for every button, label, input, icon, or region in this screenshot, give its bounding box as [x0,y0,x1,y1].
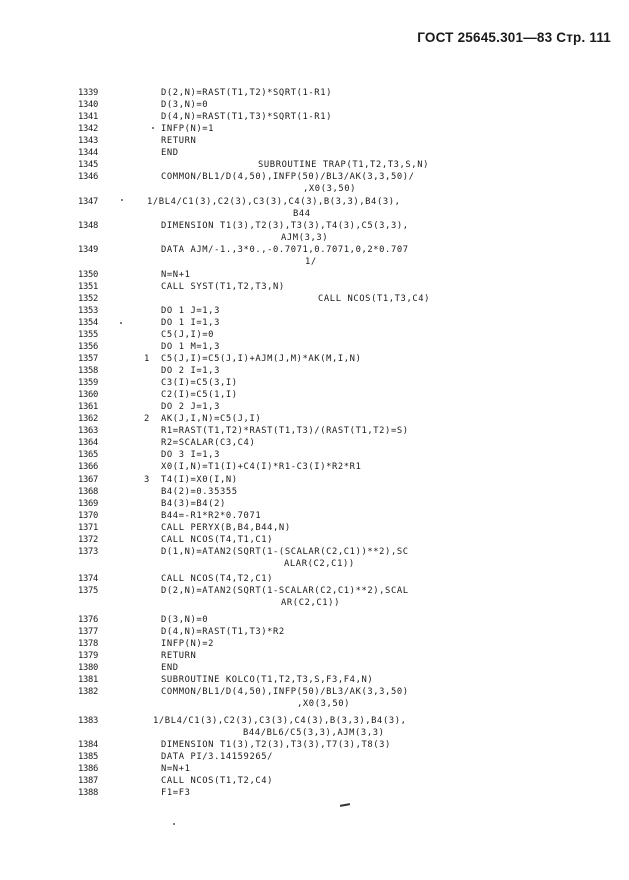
line-number: 1344 [78,148,98,158]
listing-row [0,257,629,270]
code-text: END [161,148,179,158]
code-text: DIMENSION T1(3),T2(3),T3(3),T7(3),T8(3) [161,740,391,750]
line-number: 1360 [78,390,98,400]
code-text: CALL SYST(T1,T2,T3,N) [161,282,285,292]
code-text: DO 3 I=1,3 [161,450,220,460]
line-number: 1362 [78,414,98,424]
code-text: B44=-R1*R2*0.7071 [161,511,262,521]
code-text: RETURN [161,651,197,661]
code-text: DO 1 J=1,3 [161,306,220,316]
line-number: 1378 [78,639,98,649]
line-number: 1373 [78,547,98,557]
line-number: 1386 [78,764,98,774]
code-text: D(2,N)=RAST(T1,T2)*SQRT(1-R1) [161,88,332,98]
code-text: D(2,N)=ATAN2(SQRT(1-SCALAR(C2,C1)**2),SCAL [161,586,409,596]
line-number: 1387 [78,776,98,786]
code-text: B44 [293,209,311,219]
line-number: 1375 [78,586,98,596]
line-number: 1382 [78,687,98,697]
line-number: 1388 [78,788,98,798]
ink-dot [120,322,122,324]
line-number: 1368 [78,487,98,497]
code-text: 1/BL4/C1(3),C2(3),C3(3),C4(3),B(3,3),B4(3), [147,197,401,207]
code-text: COMMON/BL1/D(4,50),INFP(50)/BL3/AK(3,3,50)/ [161,172,415,182]
line-number: 1369 [78,499,98,509]
code-text: F1=F3 [161,788,191,798]
line-number: 1339 [78,88,98,98]
line-number: 1349 [78,245,98,255]
statement-label: 1 [144,354,150,364]
line-number: 1359 [78,378,98,388]
code-text: INFP(N)=2 [161,639,215,649]
code-text: DO 1 M=1,3 [161,342,220,352]
line-number: 1358 [78,366,98,376]
code-text: 1/ [305,257,317,267]
code-text: CALL NCOS(T1,T2,C4) [161,776,274,786]
code-text: DATA PI/3.14159265/ [161,752,274,762]
code-text: R1=RAST(T1,T2)*RAST(T1,T3)/(RAST(T1,T2)=S) [161,426,409,436]
code-text: D(3,N)=0 [161,615,209,625]
code-text: END [161,663,179,673]
line-number: 1355 [78,330,98,340]
code-text: SUBROUTINE KOLCO(T1,T2,T3,S,F3,F4,N) [161,675,374,685]
ink-dot [152,127,154,129]
code-text: AR(C2,C1)) [281,598,340,608]
line-number: 1342 [78,124,98,134]
line-number: 1356 [78,342,98,352]
code-text: CALL PERYX(B,B4,B44,N) [161,523,291,533]
code-text: DO 2 I=1,3 [161,366,220,376]
line-number: 1385 [78,752,98,762]
code-text: COMMON/BL1/D(4,50),INFP(50)/BL3/AK(3,3,50) [161,687,409,697]
code-text: DATA AJM/-1.,3*0.,-0.7071,0.7071,0,2*0.707 [161,245,409,255]
line-number: 1343 [78,136,98,146]
page-header: ГОСТ 25645.301—83 Стр. 111 [417,30,611,45]
listing-row [0,598,629,611]
statement-label: 3 [144,475,150,485]
line-number: 1384 [78,740,98,750]
code-text: ,X0(3,50) [303,184,357,194]
line-number: 1379 [78,651,98,661]
code-text: DO 2 J=1,3 [161,402,220,412]
code-text: T4(I)=X0(I,N) [161,475,238,485]
line-number: 1377 [78,627,98,637]
code-text: C2(I)=C5(1,I) [161,390,238,400]
code-text: B44/BL6/C5(3,3),AJM(3,3) [243,728,385,738]
code-text: D(1,N)=ATAN2(SQRT(1-(SCALAR(C2,C1))**2),SC [161,547,409,557]
code-text: N=N+1 [161,764,191,774]
code-text: X0(I,N)=T1(I)+C4(I)*R1-C3(I)*R2*R1 [161,462,362,472]
code-text: RETURN [161,136,197,146]
code-text: CALL NCOS(T4,T2,C1) [161,574,274,584]
line-number: 1354 [78,318,98,328]
listing-row [0,699,629,712]
line-number: 1374 [78,574,98,584]
code-text: CALL NCOS(T4,T1,C1) [161,535,274,545]
code-text: C3(I)=C5(3,I) [161,378,238,388]
line-number: 1367 [78,475,98,485]
line-number: 1345 [78,160,98,170]
line-number: 1363 [78,426,98,436]
line-number: 1351 [78,282,98,292]
code-text: ,X0(3,50) [297,699,351,709]
line-number: 1383 [78,716,98,726]
line-number: 1357 [78,354,98,364]
code-text: B4(3)=B4(2) [161,499,226,509]
code-text: D(4,N)=RAST(T1,T3)*SQRT(1-R1) [161,112,332,122]
code-text: DIMENSION T1(3),T2(3),T3(3),T4(3),C5(3,3), [161,221,409,231]
line-number: 1346 [78,172,98,182]
listing-row [0,462,629,475]
line-number: 1370 [78,511,98,521]
line-number: 1347 [78,197,98,207]
line-number: 1352 [78,294,98,304]
code-text: B4(2)=0.35355 [161,487,238,497]
code-text: C5(J,I)=C5(J,I)+AJM(J,M)*AK(M,I,N) [161,354,362,364]
code-text: SUBROUTINE TRAP(T1,T2,T3,S,N) [258,160,429,170]
ink-dot [173,823,175,825]
code-text: AK(J,I,N)=C5(J,I) [161,414,262,424]
code-text: CALL NCOS(T1,T3,C4) [318,294,431,304]
statement-label: 2 [144,414,150,424]
code-text: N=N+1 [161,270,191,280]
line-number: 1350 [78,270,98,280]
code-text: 1/BL4/C1(3),C2(3),C3(3),C4(3),B(3,3),B4(3), [153,716,407,726]
listing-row [0,559,629,572]
line-number: 1381 [78,675,98,685]
line-number: 1365 [78,450,98,460]
line-number: 1372 [78,535,98,545]
code-text: C5(J,I)=0 [161,330,215,340]
code-text: R2=SCALAR(C3,C4) [161,438,256,448]
code-text: DO 1 I=1,3 [161,318,220,328]
line-number: 1361 [78,402,98,412]
code-text: D(4,N)=RAST(T1,T3)*R2 [161,627,285,637]
line-number: 1348 [78,221,98,231]
code-text: AJM(3,3) [281,233,329,243]
line-number: 1366 [78,462,98,472]
listing-row [0,788,629,801]
code-text: D(3,N)=0 [161,100,209,110]
line-number: 1353 [78,306,98,316]
ink-dot [121,199,123,201]
line-number: 1364 [78,438,98,448]
code-text: ALAR(C2,C1)) [284,559,355,569]
listing-row [0,184,629,197]
line-number: 1341 [78,112,98,122]
code-text: INFP(N)=1 [161,124,215,134]
line-number: 1340 [78,100,98,110]
line-number: 1380 [78,663,98,673]
line-number: 1371 [78,523,98,533]
line-number: 1376 [78,615,98,625]
